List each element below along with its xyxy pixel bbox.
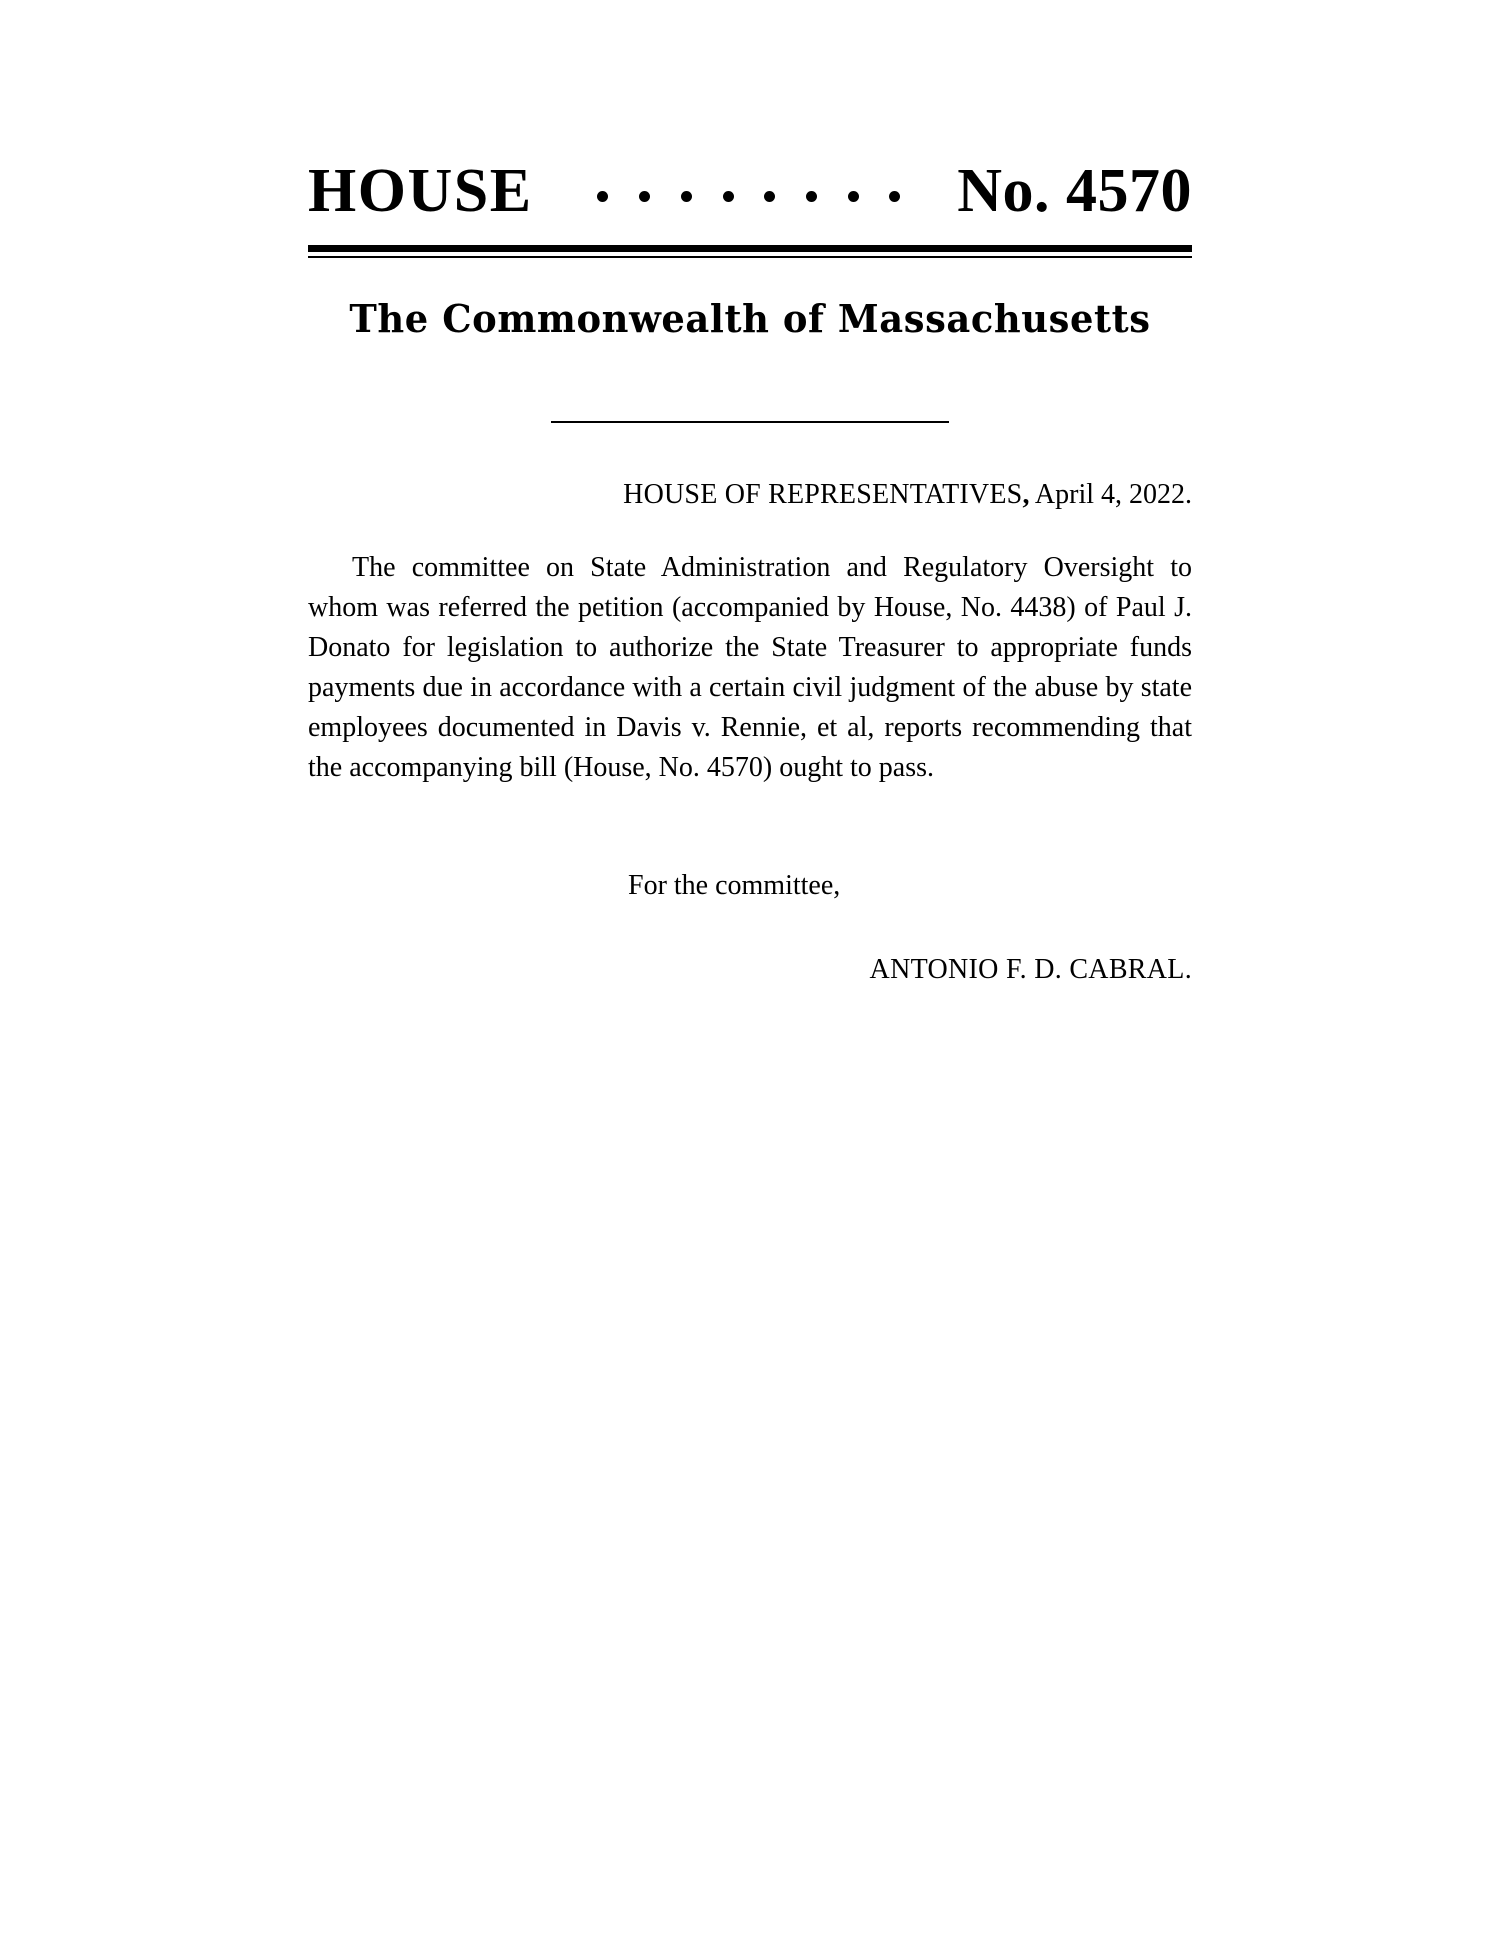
masthead	[308, 157, 1192, 232]
leader-dot-icon	[889, 191, 900, 202]
masthead-bill-number: No. 4570	[957, 157, 1192, 225]
leader-dot-icon	[806, 191, 817, 202]
dateline-date: April 4, 2022.	[1029, 479, 1192, 510]
leader-dot-icon	[723, 191, 734, 202]
dot-leader	[533, 191, 958, 202]
leader-dot-icon	[681, 191, 692, 202]
signatory-name: ANTONIO F. D. CABRAL.	[869, 954, 1192, 985]
closing-line: For the committee,	[628, 870, 841, 901]
section-divider-rule	[551, 421, 949, 423]
leader-dot-icon	[848, 191, 859, 202]
leader-dot-icon	[597, 191, 608, 202]
report-body	[308, 548, 1192, 788]
masthead-chamber-label: HOUSE	[308, 157, 533, 225]
dateline-comma: ,	[1022, 479, 1030, 510]
masthead-row	[308, 157, 1192, 225]
commonwealth-heading	[23, 296, 1478, 341]
masthead-rule-thin	[308, 256, 1192, 258]
dateline-chamber: HOUSE OF REPRESENTATIVES	[623, 479, 1023, 510]
leader-dot-icon	[764, 191, 775, 202]
commonwealth-heading-text: The Commonwealth of Massachusetts	[349, 296, 1151, 341]
report-paragraph: The committee on State Administration and Regulatory Oversight to whom was referred the petition (accompanied by House, No. 4438) of Paul J. Donato for legislation to authorize the State Treasurer to appropriate funds payments due in accordance with a certain civil judgment of the abuse by state employees documented in Davis v. Rennie, et al, reports recommending that the accompanying bill (House, No. 4570) ought to pass.	[308, 552, 1192, 783]
masthead-rule-thick	[308, 245, 1192, 252]
leader-dot-icon	[639, 191, 650, 202]
dateline	[308, 478, 1192, 512]
